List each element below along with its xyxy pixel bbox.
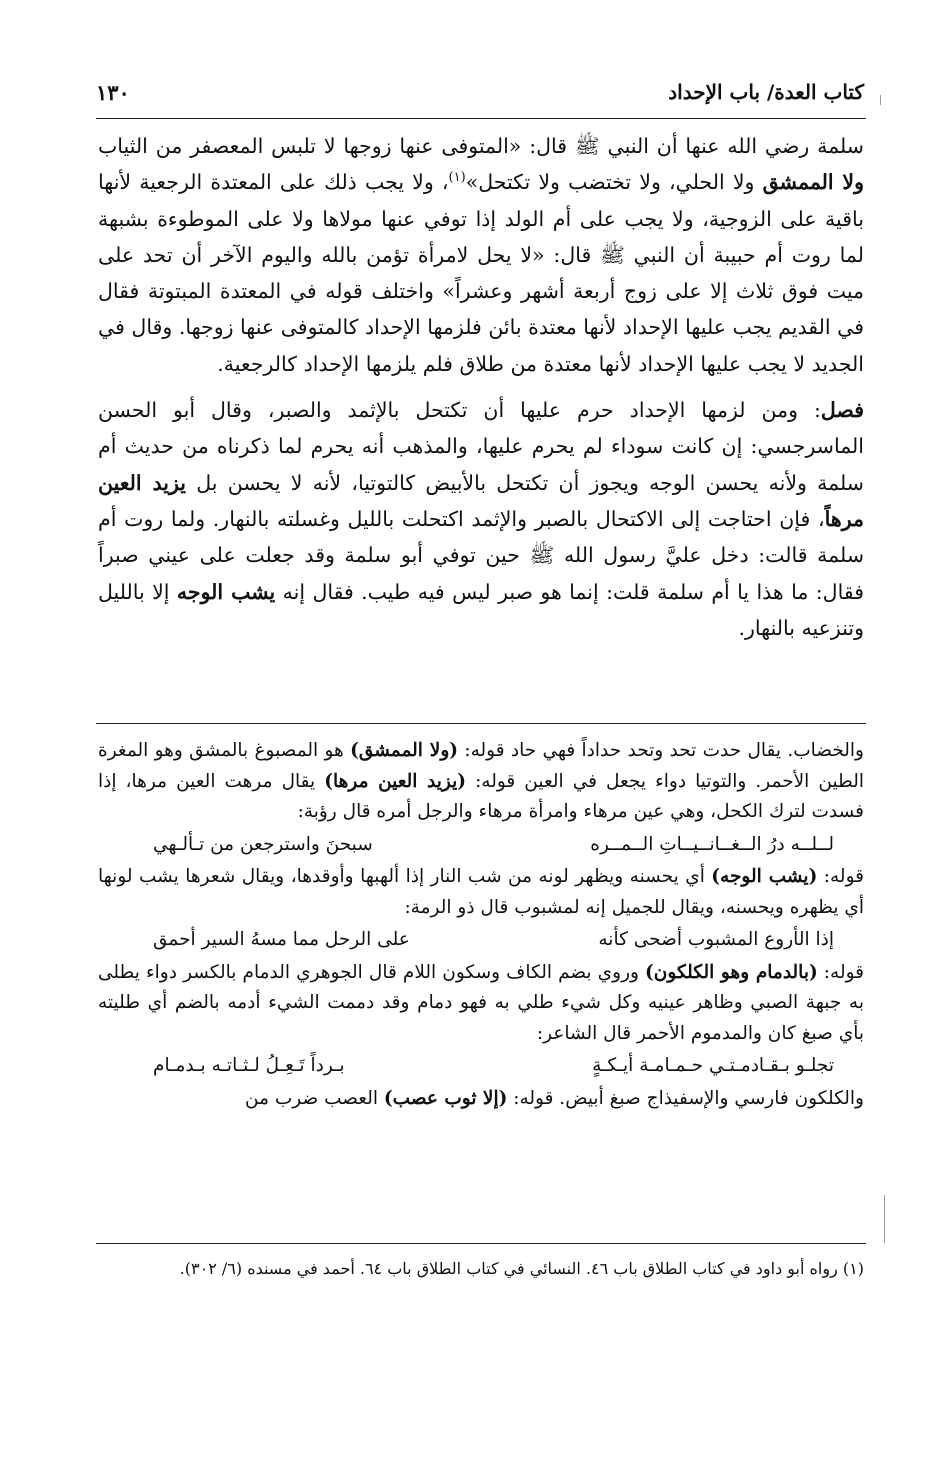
text-run: قوله: — [817, 866, 864, 887]
commentary-paragraph-3 — [98, 958, 864, 1050]
poetry-verse-3 — [98, 1051, 864, 1082]
text-run: يقال مرهت العين مرها، إذا فسدت لترك الكحل، وهي عين مرهاء وامرأة مرهاء والرجل أمره قال رؤبة: — [98, 770, 864, 822]
scan-mark — [880, 95, 881, 105]
main-paragraph-1 — [98, 128, 864, 382]
bold-term: (بالدمام وهو الكلكون) — [645, 961, 818, 983]
main-text — [98, 128, 864, 646]
verse-first-hemistich: لــلــه درُ الــغــانــيــاتِ الــمــره — [590, 833, 834, 855]
main-paragraph-2 — [98, 392, 864, 646]
text-run: : ومن لزمها الإحداد حرم عليها أن تكتحل بالإثمد والصبر، وقال أبو الحسن الماسرجسي: إن كانت سوداء لم يحرم عليها، والمذهب أنه يحرم لما ذكرناه من حديث أم سلمة ولأنه يحسن الوجه ويجوز أن تكتحل بالأبيض كالتوتيا، لأنه لا يحسن بل — [98, 398, 864, 495]
verse-first-hemistich: تجلـو بـقـادمـتـي حـمـامـة أيـكـةٍ — [592, 1055, 834, 1076]
bold-term: (يزيد العين مرها) — [324, 770, 467, 792]
text-run: وروي بضم الكاف وسكون اللام قال الجوهري الدمام بالكسر دواء يطلى به جبهة الصبي وظاهر عينيه وكل شيء طلي به فهو دمام وقد دممت الشيء أدمه بالضم أي طليته بأي صبغ كان والمدموم الأحمر قال الشاعر: — [98, 961, 864, 1044]
text-run: أي يحسنه ويظهر لونه من شب النار إذا ألهبها وأوقدها، ويقال شعرها يشب لونها أي يظهره ويحسنه، ويقال للجميل إنه لمشبوب قال ذو الرمة: — [98, 866, 864, 918]
poetry-verse-1 — [98, 830, 864, 861]
commentary-rule — [96, 723, 866, 724]
bold-term: ولا الممشق — [762, 170, 864, 195]
bold-term: يزيد العين مرهاً — [98, 470, 864, 531]
page-number: ١٣٠ — [96, 80, 130, 105]
text-run: ، ولا يجب ذلك على المعتدة الرجعية لأنها باقية على الزوجية، ولا يجب على أم الولد إذا توفي عنها مولاها ولا على الموطوءة بشبهة لما روت أم حبيبة أن النبي ﷺ قال: «لا يحل لامرأة تؤمن بالله واليوم الآخر أن تحد على ميت فوق ثلاث إلا على زوج أربعة أشهر وعشراً» واختلف قوله في المعتدة المبتوتة فقال في القديم يجب عليها الإحداد لأنها معتدة بائن فلزمها الإحداد كالمتوفى عنها زوجها. وقال في الجديد لا يجب عليها الإحداد لأنها معتدة من طلاق فلم يلزمها الإحداد كالرجعية. — [98, 170, 864, 376]
section-label: فصل — [820, 398, 864, 423]
running-header — [96, 80, 864, 110]
header-rule — [96, 118, 866, 119]
text-run: سلمة رضي الله عنها أن النبي ﷺ قال: «المتوفى عنها زوجها لا تلبس المعصفر من الثياب — [98, 134, 864, 158]
footnote — [98, 1255, 864, 1283]
text-run: والكلكون فارسي والإسفيذاج صبغ أبيض. قوله: — [507, 1087, 864, 1109]
verse-second-hemistich: بـرداً تَـعِـلُ لـثـاتـه بـدمـام — [153, 1055, 345, 1076]
footnote-text: (١) رواه أبو داود في كتاب الطلاق باب ٤٦. النسائي في كتاب الطلاق باب ٦٤. أحمد في مسنده (٦/ ٣٠٢). — [179, 1259, 864, 1278]
bold-term: (ولا الممشق) — [350, 740, 459, 761]
bold-term: يشب الوجه — [176, 579, 276, 604]
commentary-paragraph-2 — [98, 862, 864, 923]
text-run: والخضاب. يقال حدت تحد وتحد حداداً فهي حاد قوله: — [458, 740, 864, 761]
bold-term: (يشب الوجه) — [711, 866, 818, 887]
commentary-text — [98, 736, 864, 1114]
scan-mark — [884, 1195, 885, 1243]
verse-second-hemistich: سبحنَ واسترجعن من تـألـهي — [153, 833, 373, 855]
verse-second-hemistich: على الرحل مما مسهُ السير أحمق — [153, 929, 410, 950]
text-run: هو المصبوغ بالمشق وهو المغرة الطين الأحمر. والتوتيا دواء يجعل في العين قوله: — [98, 740, 864, 792]
footnote-reference[interactable]: (١) — [448, 170, 466, 186]
commentary-paragraph-4 — [98, 1084, 864, 1115]
footnote-rule — [96, 1243, 866, 1244]
text-run: قوله: — [817, 961, 865, 983]
chapter-title: كتاب العدة/ باب الإحداد — [668, 80, 864, 104]
text-run: العصب ضرب من — [245, 1087, 384, 1109]
text-run: ، فإن احتاجت إلى الاكتحال بالصبر والإثمد اكتحلت بالليل وغسلته بالنهار. ولما روت أم سلمة قالت: دخل عليَّ رسول الله ﷺ حين توفي أبو سلمة وقد جعلت على عيني صبراً فقال: ما هذا يا أم سلمة قلت: إنما هو صبر ليس فيه طيب. فقال إنه — [98, 506, 864, 604]
verse-first-hemistich: إذا الأروع المشبوب أضحى كأنه — [598, 929, 834, 950]
commentary-paragraph-1 — [98, 736, 864, 828]
text-run: ولا الحلي، ولا تختضب ولا تكتحل» — [465, 170, 763, 195]
poetry-verse-2 — [98, 925, 864, 956]
bold-term: (إلا ثوب عصب) — [383, 1087, 508, 1109]
text-run: إلا بالليل وتنزعيه بالنهار. — [98, 579, 864, 640]
